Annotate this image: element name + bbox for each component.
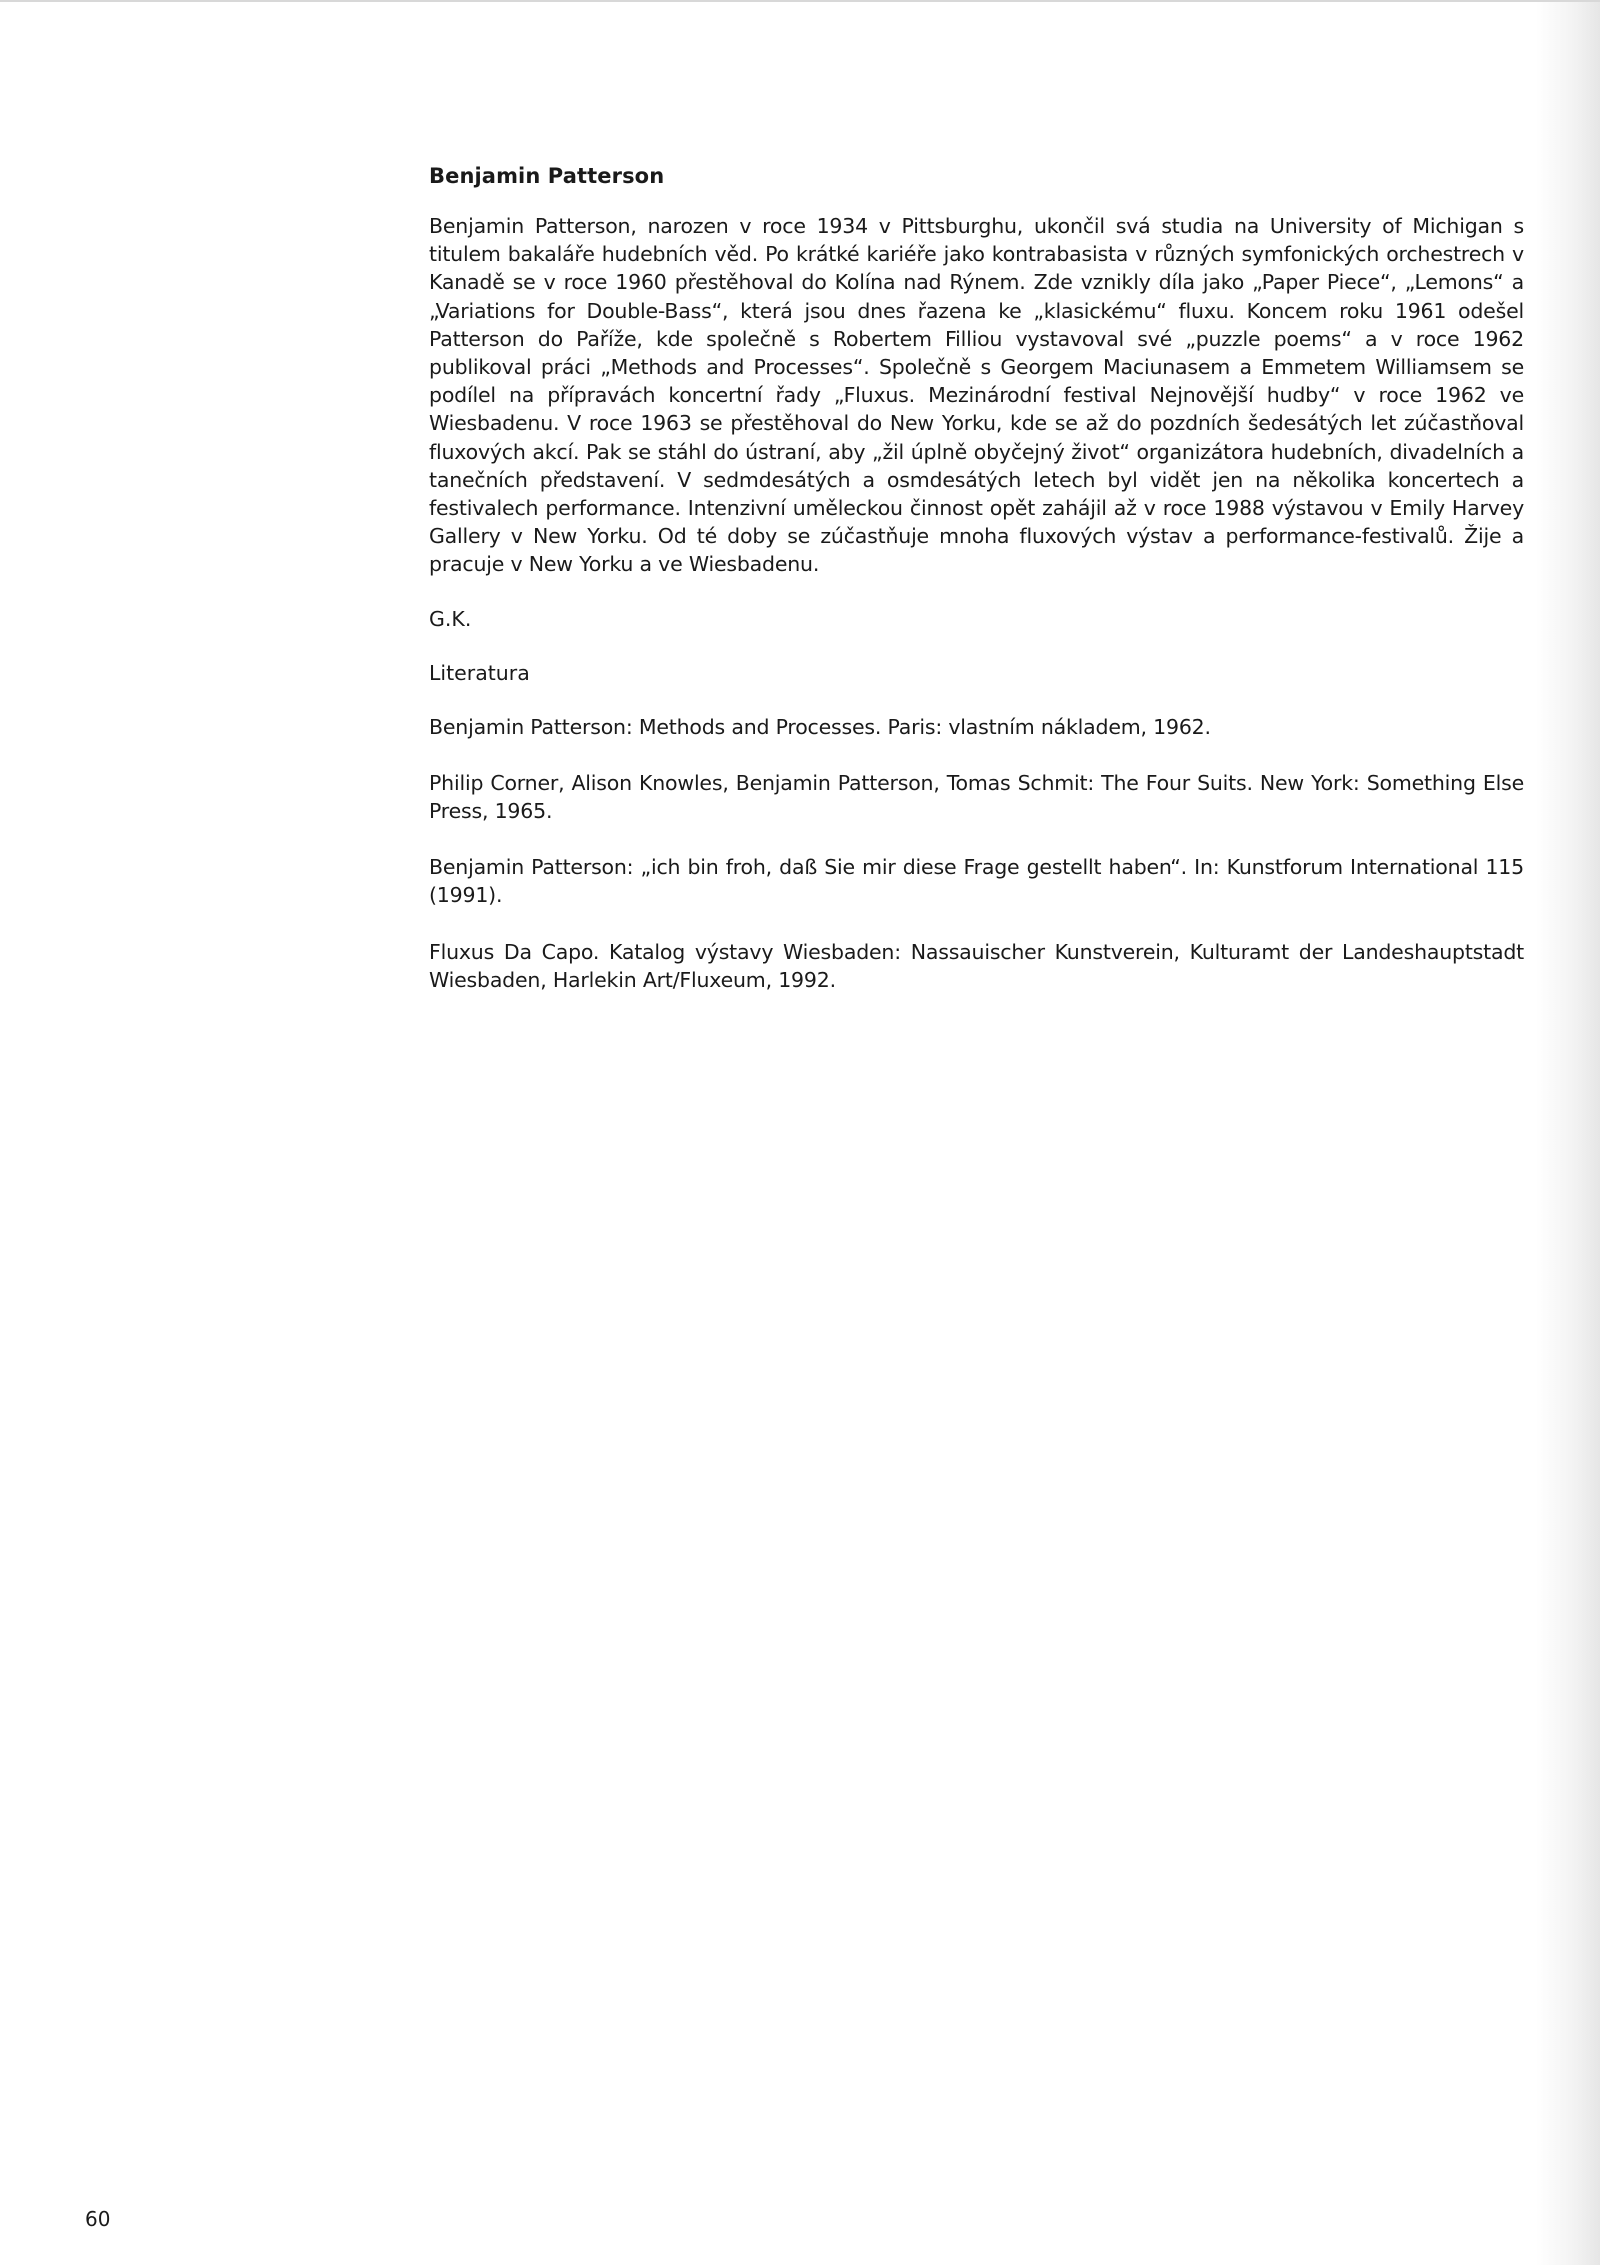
reference-item: Benjamin Patterson: „ich bin froh, daß Sie mir diese Frage gestellt haben“. In: Kunstforum International 115 (1991). (429, 855, 1524, 908)
author-initials: G.K. (429, 606, 472, 631)
literature-heading: Literatura (429, 660, 530, 685)
page-number: 60 (85, 2207, 111, 2231)
article (429, 162, 1524, 1022)
biography-paragraph: Benjamin Patterson, narozen v roce 1934 v Pittsburghu, ukončil svá studia na University of Michigan s titulem bakaláře hudebních věd. Po krátké kariéře jako kontrabasista v různých symfonických orchestrech v Kanadě se v roce 1960 přestěhoval do Kolína nad Rýnem. Zde vznikly díla jako „Paper Piece“, „Lemons“ a „Variations for Double-Bass“, která jsou dnes řazena ke „klasickému“ fluxu. Koncem roku 1961 odešel Patterson do Paříže, kde společně s Robertem Filliou vystavoval své „puzzle poems“ a v roce 1962 publikoval práci „Methods and Processes“. Společně s Georgem Maciunasem a Emmetem Williamsem se podílel na přípravách koncertní řady „Fluxus. Mezinárodní festival Nejnovější hudby“ v roce 1962 ve Wiesbadenu. V roce 1963 se přestěhoval do New Yorku, kde se až do pozdních šedesátých let zúčastňoval fluxových akcí. Pak se stáhl do ústraní, aby „žil úplně obyčejný život“ organizátora hudebních, divadelních a tanečních představení. V sedmdesátých a osmdesátých letech byl vidět jen na několika koncertech a festivalech performance. Intenzivní uměleckou činnost opět zahájil až v roce 1988 výstavou v Emily Harvey Gallery v New Yorku. Od té doby se zúčastňuje mnoha fluxových výstav a performance-festivalů. Žije a pracuje v New Yorku a ve Wiesbadenu. (429, 214, 1524, 577)
reference-item: Fluxus Da Capo. Katalog výstavy Wiesbaden: Nassauischer Kunstverein, Kulturamt der Landeshauptstadt Wiesbaden, Harlekin Art/Fluxeum, 1992. (429, 939, 1524, 992)
reference-item: Philip Corner, Alison Knowles, Benjamin Patterson, Tomas Schmit: The Four Suits. New York: Something Else Press, 1965. (429, 770, 1524, 824)
reference-item: Benjamin Patterson: Methods and Processes. Paris: vlastním nákladem, 1962. (429, 714, 1211, 739)
article-title: Benjamin Patterson (429, 164, 665, 188)
